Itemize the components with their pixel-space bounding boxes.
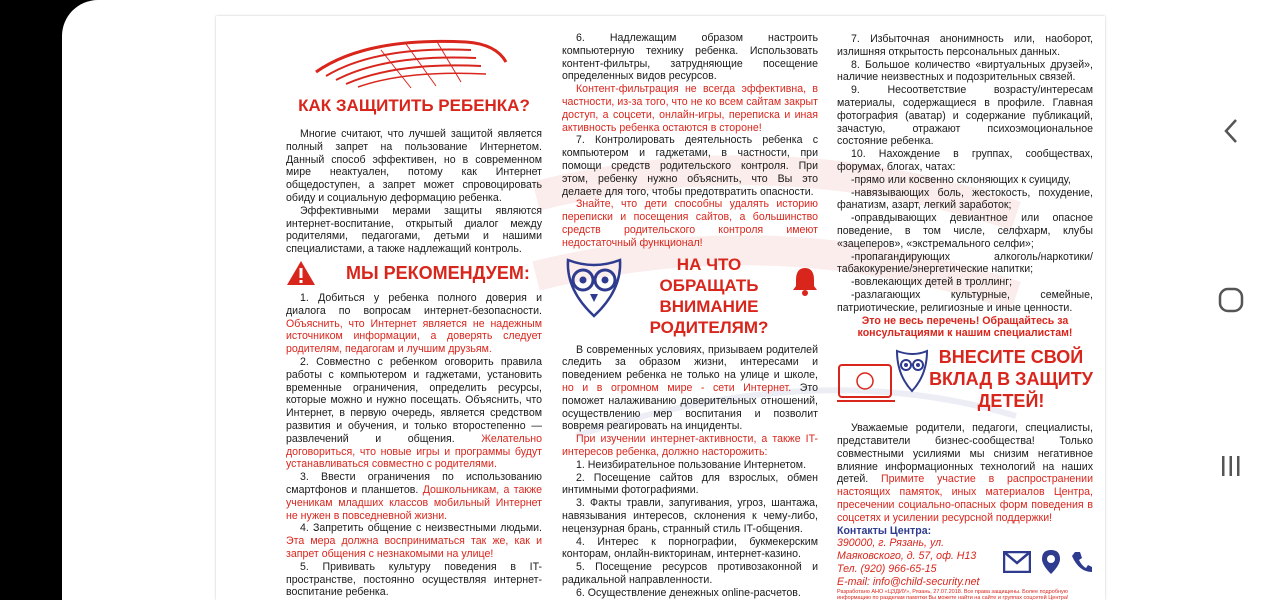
contacts-text [837, 525, 1003, 589]
attention-title: НА ЧТО ОБРАЩАТЬ ВНИМАНИЕ РОДИТЕЛЯМ? [649, 254, 769, 337]
rec-2-note: Желательно договориться, что новые игры и программы будут устанавливаться совместно с родителями. [286, 432, 542, 471]
recommendation-1 [286, 292, 542, 356]
alert-item-2: 2. Посещение сайтов для взрослых, обмен интимными фотографиями. [562, 471, 818, 497]
intro-paragraph: Многие считают, что лучшей защитой является полный запрет на пользование Интернетом. Данный способ эффективен, но в современном мире неактуален, потому как Интернет общедоступен, а запрет может спровоцировать обиду и социальную деформацию ребенка. [286, 128, 542, 204]
rec-4-text: 4. Запретить общение с неизвестными людьми. [300, 522, 542, 535]
group-item-4: -пропагандирующих алкоголь/наркотики/табакокурение/энергетические напитки; [837, 250, 1093, 276]
leaflet-page [216, 16, 1105, 600]
contribute-heading [837, 346, 1093, 412]
navigation-bar [1196, 0, 1266, 600]
appeal-text: Уважаемые родители, педагоги, специалисты, представители бизнес-сообщества! Только совместными усилиями мы снизим негативное влияние информационных технологий на наших детей. [837, 422, 1093, 486]
column-middle [562, 32, 818, 599]
recommendation-5: 5. Прививать культуру поведения в IT-пространстве, постоянно осуществляя интернет-воспитание ребенка. [286, 560, 542, 599]
alert-item-6: 6. Осуществление денежных online-расчетов. [576, 586, 801, 599]
footer-note: Разработано АНО «ЦЗДИУ», Рязань, 27.07.2018. Все права защищены. Более подробную информацию по разделам памятки Вы можете найти на сайте и группах соцсетей Центра! [837, 589, 1069, 600]
appeal-call: Примите участие в распространении настоящих памяток, иных материалов Центра, пресечении социально-опасных форм поведения в соцсетях и усилении ресурсной поддержки! [837, 473, 1093, 524]
contacts-label: Контакты Центра: [837, 524, 932, 537]
attention-paragraph [562, 344, 818, 434]
alert-item-5: 5. Посещение ресурсов противозаконной и радикальной направленности. [562, 561, 818, 586]
alert-intro: При изучении интернет-активности, а также IT-интересов ребенка, должно насторожить: [562, 433, 818, 458]
owl-logo-icon [562, 254, 626, 320]
contacts-block [837, 525, 1093, 589]
recommendation-6: 6. Надлежащим образом настроить компьютерную технику ребенка. Использовать контент-фильтры, затрудняющие посещение определенных видов ресурсов. [562, 32, 818, 83]
recommend-title: МЫ РЕКОМЕНДУЕМ: [346, 262, 530, 283]
laptop-owl-graphic [837, 347, 929, 411]
group-item-3: -оправдывающих девиантное или опасное поведение, в том числе, селфхарм, клубы «зацеперов», «экстремального селфи»; [837, 212, 1093, 250]
group-item-6: -разлагающих культурные, семейные, патриотические, религиозные и иные ценности. [837, 288, 1093, 314]
alert-item-7: 7. Избыточная анонимность или, наоборот, излишняя открытость персональных данных. [837, 33, 1093, 58]
group-item-5: -вовлекающих детей в троллинг; [851, 276, 1013, 289]
recommendation-7: 7. Контролировать деятельность ребенка с компьютером и гаджетами, в частности, при помощи средств родительского контроля. При этом, ребенку нужно объяснить, что Вы это делаете для того, чтобы предотвратить опасности. [562, 134, 818, 198]
recommendation-4 [286, 522, 542, 560]
recent-apps-button[interactable] [1196, 452, 1266, 485]
wing-logo [286, 32, 542, 92]
recommend-heading [286, 260, 542, 286]
rec-1-note: Объяснить, что Интернет является не надежным источником информации, а доверять следует родителям, педагогам и лучшим друзьям. [286, 317, 542, 356]
group-item-2: -навязывающих боль, жестокость, похудение, фанатизм, азарт, легкий заработок; [837, 186, 1093, 212]
warning-icon [286, 260, 316, 286]
contacts-address: 390000, г. Рязань, ул. Маяковского, д. 57, оф. Н13 [837, 537, 977, 563]
alert-item-9: 9. Несоответствие возрасту/интересам материалы, содержащиеся в профиле. Главная фотография (аватар) и содержание публикаций, зачастую, отражают психоэмоциональное состояние ребенка. [837, 84, 1093, 148]
recent-apps-icon [1217, 452, 1245, 480]
home-button[interactable] [1196, 286, 1266, 319]
phone-icon [1071, 550, 1093, 574]
contact-icons [1003, 525, 1093, 589]
contacts-email[interactable]: E-mail: info@child-security.net [837, 575, 980, 588]
chevron-left-icon [1221, 116, 1241, 146]
location-pin-icon [1041, 549, 1061, 575]
alert-item-3: 3. Факты травли, запугивания, угроз, шантажа, навязывания интересов, склонения к чему-либо, нецензурная брань, странный стиль IT-общения. [562, 497, 818, 535]
rec-3-text: 3. Ввести ограничения по использованию смартфонов и планшетов. [286, 471, 542, 496]
attention-tail: Это поможет налаживанию доверительных отношений, осуществлению мер воспитания и позволит вовремя реагировать на инциденты. [562, 381, 818, 433]
mail-icon [1003, 551, 1031, 573]
attention-heading [562, 254, 818, 338]
home-icon [1217, 286, 1245, 314]
rec-2-text: 2. Совместно с ребенком оговорить правила работы с компьютером и гаджетами, установить временные ограничения, определить ресурсы, которые можно и нужно посещать. Объяснить, что Интернет, в первую очередь, является средством развития и обучения, и только второстепенно — развлечений и общения. [286, 355, 542, 445]
alert-item-10: 10. Нахождение в группах, сообществах, форумах, блогах, чатах: [837, 148, 1093, 173]
measures-paragraph: Эффективными мерами защиты являются интернет-воспитание, открытый диалог между родителями, педагогами, детьми и нашими специалистами, а также надлежащий контроль. [286, 204, 542, 256]
attention-text: В современных условиях, призываем родителей следить за образом жизни, интересами и поведением ребенка не только на улице и школе, [562, 343, 818, 382]
group-item-1: -прямо или косвенно склоняющих к суициду, [851, 173, 1071, 186]
not-all-note: Это не весь перечень! Обращайтесь за консультациями к нашим специалистам! [857, 314, 1073, 340]
alert-item-1: 1. Неизбирательное пользование Интернетом. [576, 458, 807, 471]
back-button[interactable] [1196, 116, 1266, 151]
recommendation-7-note: Знайте, что дети способны удалять историю переписки и посещения сайтов, а большинство средств родительского контроля имеют недостаточный функционал! [562, 198, 818, 249]
alert-item-8: 8. Большое количество «виртуальных друзей», наличие неизвестных и подозрительных связей. [837, 58, 1093, 84]
column-right [837, 33, 1093, 600]
alert-item-4: 4. Интерес к порнографии, букмекерским конторам, онлайн-викторинам, интернет-казино. [562, 535, 818, 561]
contribute-title: ВНЕСИТЕ СВОЙ ВКЛАД В ЗАЩИТУ ДЕТЕЙ! [929, 347, 1093, 412]
attention-internet: но и в огромном мире - сети Интернет. [562, 381, 792, 394]
document-viewer [62, 0, 1196, 600]
heading-how-to-protect: КАК ЗАЩИТИТЬ РЕБЕНКА? [298, 96, 530, 115]
rec-3-note: Дошкольникам, а также ученикам младших классов мобильный Интернет не нужен в повседневной жизни. [286, 483, 542, 522]
column-left [286, 32, 542, 599]
rec-4-note: Эта мера должна восприниматься так же, как и запрет общения с незнакомыми на улице! [286, 535, 542, 560]
rec-1-text: 1. Добиться у ребенка полного доверия и диалога по вопросам интернет-безопасности. [286, 291, 542, 317]
recommendation-6-note: Контент-фильтрация не всегда эффективна, в частности, из-за того, что не ко всем сайтам закрыт доступ, а соцсети, онлайн-игры, переписка и иная активность ребенка остаются в стороне! [562, 83, 818, 134]
contacts-phone[interactable]: Тел. (920) 966-65-15 [837, 562, 937, 575]
appeal-paragraph [837, 422, 1093, 524]
bell-icon [792, 266, 818, 296]
recommendation-2 [286, 356, 542, 471]
recommendation-3 [286, 471, 542, 522]
